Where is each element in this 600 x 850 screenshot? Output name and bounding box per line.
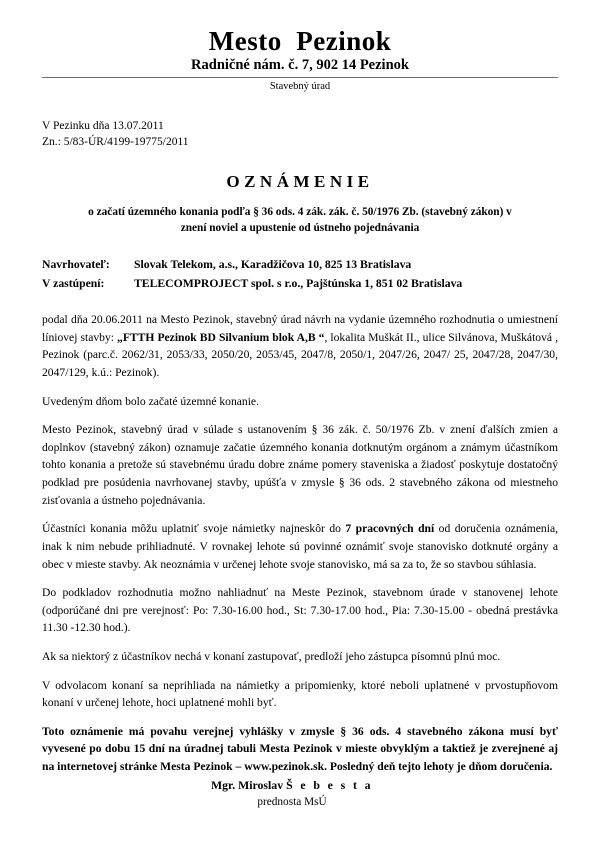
document-body <box>42 311 558 775</box>
paragraph-application <box>42 311 558 381</box>
paragraph-objections <box>42 520 558 573</box>
organization-address: Radničné nám. č. 7, 902 14 Pezinok <box>191 57 409 74</box>
paragraph-public-notice: Toto oznámenie má povahu verejnej vyhlášky v zmysle § 36 ods. 4 stavebného zákona musí byť vyvesené po dobu 15 dní na úradnej tabuli Mesta Pezinok v mieste obvyklým a taktiež je zverejnené aj na internetovej stránke Mesta Pezinok – www.pezinok.sk. Posledný deň tejto lehoty je dňom doručenia. <box>42 724 558 773</box>
representative-value: TELECOMPROJECT spol. s r.o., Pajštúnska 1, 851 02 Bratislava <box>134 277 463 291</box>
letterhead-divider <box>42 77 558 78</box>
parties-block <box>42 256 558 294</box>
signatory-role: prednosta MsÚ <box>257 795 327 808</box>
paragraph-proceeding-started: Uvedeným dňom bolo začaté územné konanie. <box>42 394 259 408</box>
application-intro: podal dňa 20.06.2011 na Mesto Pezinok, stavebný úrad návrh na vydanie územného rozhodnutia o umiestnení líniovej stavby: <box>42 313 558 344</box>
department-name: Stavebný úrad <box>269 80 331 92</box>
paragraph-appeal: V odvolacom konaní sa neprihliada na námietky a pripomienky, ktoré neboli uplatnené v prvostupňovom konaní v určenej lehote, hoci uplatnené mohli byť. <box>42 678 558 710</box>
representative-row <box>42 275 558 294</box>
signatory-name <box>42 778 542 794</box>
application-parcels: , lokalita Muškát II., ulice Silvánova, Muškátová , Pezinok (parc.č. 2062/31, 2053/33, 2050/20, 2053/45, 2047/8, 2050/1, 2047/26, 2047/ 25, 2047/28, 2047/30, 2047/129, k.ú.: Pezinok). <box>42 330 558 380</box>
objections-intro: Účastníci konania môžu uplatniť svoje námietky najneskôr do <box>42 522 346 536</box>
objection-deadline: 7 pracovných dní <box>345 522 435 536</box>
letterhead <box>42 0 558 94</box>
place-and-date: V Pezinku dňa 13.07.2011 <box>42 119 164 132</box>
signatory-title: Mgr. Miroslav <box>211 778 287 792</box>
page-title: OZNÁMENIE <box>226 172 374 192</box>
paragraph-authority-notice: Mesto Pezinok, stavebný úrad v súlade s ustanovením § 36 zák. č. 50/1976 Zb. v znení ďalších zmien a doplnkov (stavebný zákon) oznamuje začatie územného konania dotknutým orgánom a známym účastníkom tohto konania a pretože sú stavebnému úradu dobre známe pomery staveniska a žiadosť poskytuje dostatočný podklad pre posúdenia navrhovanej stavby, upúšťa v zmysle § 36 ods. 2 stavebného zákona od miestneho zisťovania a ústneho pojednávania. <box>42 423 558 507</box>
signature-block <box>42 778 558 810</box>
organization-name: Mesto Pezinok <box>208 26 392 56</box>
applicant-label: Navrhovateľ: <box>42 258 110 272</box>
objections-rest: od doručenia oznámenia, inak k nim nebude prihliadnuté. V rovnakej lehote sú povinné oznámiť svoje stanovisko dotknuté orgány a obec v mieste stavby. Ak neoznámia v určenej lehote svoje stanovisko, má sa za to, že so stavbou súhlasia. <box>42 522 558 571</box>
reference-block <box>42 118 558 151</box>
signatory-surname: Š e b e s t a <box>286 778 373 792</box>
applicant-row <box>42 256 558 275</box>
paragraph-office-hours: Do podkladov rozhodnutia možno nahliadnuť na Meste Pezinok, stavebnom úrade v stanovenej lehote (odporúčané dni pre verejnosť: Po: 7.30-16.00 hod., St: 7.30-17.00 hod., Pia: 7.30-15.00 - obedná prestávka 11.30 -12.30 hod.). <box>42 586 558 635</box>
page-subtitle: o začatí územného konania podľa § 36 ods. 4 zák. zák. č. 50/1976 Zb. (stavebný zákon) v znení noviel a upustenie od ústneho pojednávania <box>88 205 512 234</box>
file-reference-number: Zn.: 5/83-ÚR/4199-19775/2011 <box>42 135 189 148</box>
applicant-value: Slovak Telekom, a.s., Karadžičova 10, 825 13 Bratislava <box>134 258 412 272</box>
project-name: „FTTH Pezinok BD Silvanium blok A,B “ <box>117 330 325 344</box>
paragraph-representation: Ak sa niektorý z účastníkov nechá v konaní zastupovať, predloží jeho zástupca písomnú plnú moc. <box>42 649 501 663</box>
representative-label: V zastúpení: <box>42 277 105 291</box>
